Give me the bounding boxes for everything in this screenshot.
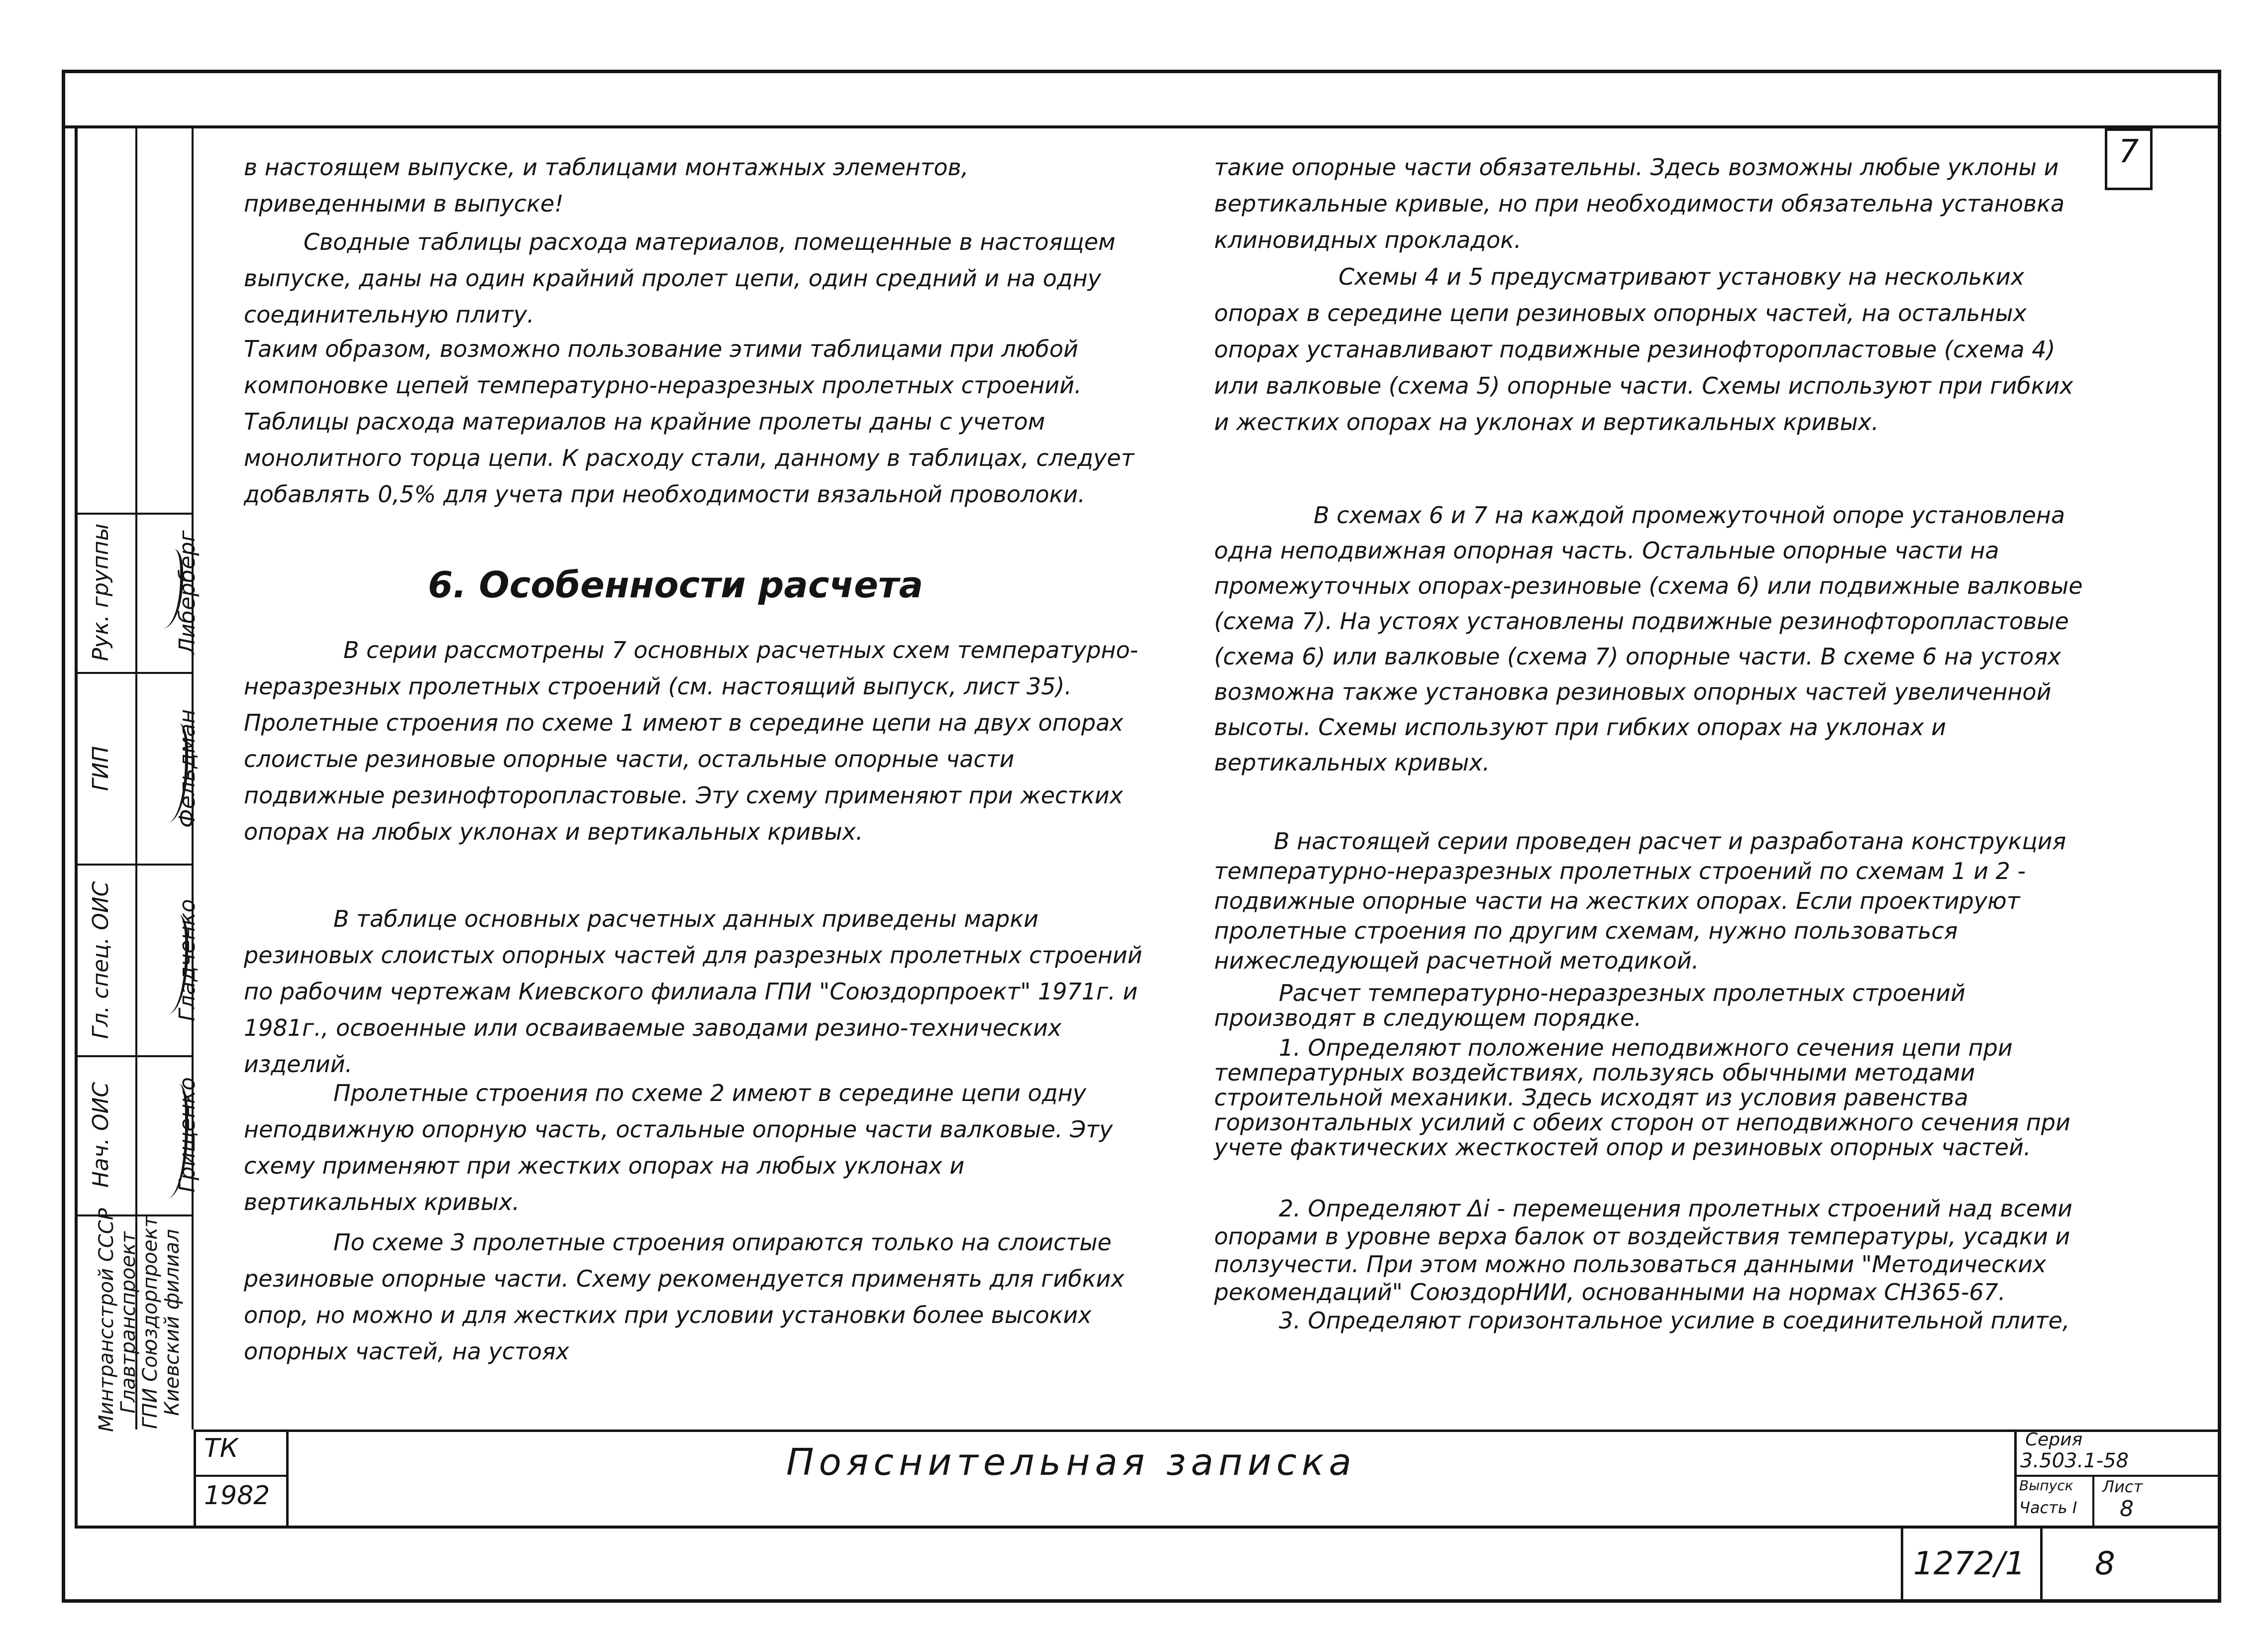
series-value: 3.503.1-58 [2020, 1449, 2129, 1472]
title-year: 1982 [204, 1481, 270, 1511]
left-paragraph-4: В серии рассмотрены 7 основных расчетных схем температурно-неразрезных пролетных строений (см. настоящий выпуск, лист 35). Пролетные строения по схеме 1 имеют в середине цепи на двух опорах слоистые резиновые опорные части, остальные опорные части подвижные резинофторопластовые. Эту схему применяют при жестких опорах на любых уклонах и вертикальных кривых. [244, 637, 1138, 845]
stamp-org-line-4: Киевский филиал [161, 1229, 184, 1416]
bottom-strip-line [75, 1526, 2221, 1529]
left-paragraph-5: В таблице основных расчетных данных приведены марки резиновых слоистых опорных частей для разрезных пролетных строений по рабочим чертежам Киевского филиала ГПИ "Союздорпроект" 1971г. и 1981г., освоенные или осваиваемые заводами резино-технических изделий. [244, 905, 1142, 1078]
stamp-org-line-1: Минтрансстрой СССР [95, 1208, 118, 1432]
title-block-issue-divider [2092, 1475, 2094, 1526]
title-block-code-divider [286, 1429, 289, 1526]
archive-number: 1272/1 [1913, 1545, 2026, 1582]
stamp-name-feldman: Фельдман [175, 709, 200, 828]
left-paragraph-6: Пролетные строения по схеме 2 имеют в середине цепи одну неподвижную опорную часть, остальные опорные части валковые. Эту схему применяют при жестких опорах на любых уклонах и вертикальных кривых. [244, 1080, 1113, 1215]
top-strip-line [62, 125, 2221, 128]
left-paragraph-7: По схеме 3 пролетные строения опираются только на слоистые резиновые опорные части. Схему рекомендуется применять для гибких опор, но можно и для жестких при условии установки более высоких опорных частей, на устоях [244, 1229, 1125, 1365]
issue-label: Выпуск [2019, 1477, 2073, 1494]
sheet-value: 8 [2120, 1496, 2134, 1522]
document-title: Пояснительная записка [786, 1441, 1356, 1484]
left-paragraph-3: Таким образом, возможно пользование этими таблицами при любой компоновке цепей температурно-неразрезных пролетных строений. Таблицы расхода материалов на крайние пролеты даны с учетом монолитного торца цепи. К расходу стали, данному в таблицах, следует добавлять 0,5% для учета при необходимости вязальной проволоки. [244, 335, 1134, 508]
stamp-role-gl-spec: Гл. спец. ОИС [88, 881, 113, 1039]
title-block-top-line [194, 1429, 2221, 1432]
stamp-divider-2 [75, 864, 194, 866]
right-paragraph-5: Расчет температурно-неразрезных пролетных строений производят в следующем порядке. [1214, 980, 1965, 1031]
right-paragraph-7: 2. Определяют Δi - перемещения пролетных строений над всеми опорами в уровне верха балок от воздействия температуры, усадки и ползучести. При этом можно пользоваться данными "Методических рекомендаций" СоюздорНИИ, основанными на нормах СН365-67. [1214, 1195, 2072, 1306]
title-block-series-hline [2014, 1475, 2221, 1477]
corner-sheet-number: 7 [2118, 133, 2139, 170]
sheet-label: Лист [2102, 1477, 2143, 1496]
stamp-role-nach-ois: Нач. ОИС [88, 1082, 113, 1188]
right-paragraph-8: 3. Определяют горизонтальное усилие в соединительной плите, [1279, 1307, 2070, 1334]
stamp-role-gip: ГИП [88, 746, 113, 791]
footer-divider-1 [1901, 1529, 1903, 1603]
right-paragraph-2: Схемы 4 и 5 предусматривают установку на нескольких опорах в середине цепи резиновых опорных частей, на остальных опорах устанавливают подвижные резинофторопластовые (схема 4) или валковые (схема 5) опорные части. Схемы используют при гибких и жестких опорах на уклонах и вертикальных кривых. [1214, 263, 2073, 436]
footer-page-number: 8 [2095, 1545, 2115, 1582]
stamp-name-liberberg: Либерберг [175, 530, 200, 655]
section-heading: 6. Особенности расчета [428, 564, 924, 606]
stamp-role-ruk-gruppy: Рук. группы [88, 523, 113, 661]
title-block-code-hline [194, 1475, 288, 1477]
right-paragraph-6: 1. Определяют положение неподвижного сечения цепи при температурных воздействиях, пользуясь обычными методами строительной механики. Здесь исходят из условия равенства горизонтальных усилий с обеих сторон от неподвижного сечения при учете фактических жесткостей опор и резиновых опорных частей. [1214, 1034, 2070, 1161]
title-block-series-divider [2014, 1429, 2017, 1526]
stamp-name-grishchenko: Грищенко [175, 1077, 200, 1193]
title-block-left-line [194, 1429, 196, 1526]
stamp-org-line-2: Главтранспроект [117, 1231, 140, 1414]
right-paragraph-3: В схемах 6 и 7 на каждой промежуточной опоре установлена одна неподвижная опорная часть. Остальные опорные части на промежуточных опорах-резиновые (схема 6) или подвижные валковые (схема 7). На устоях установлены подвижные резинофторопластовые (схема 6) или валковые (схема 7) опорные части. В схеме 6 на устоях возможна также установка резиновых опорных частей увеличенной высоты. Схемы используют при гибких опорах на уклонах и вертикальных кривых. [1214, 502, 2083, 776]
right-paragraph-4: В настоящей серии проведен расчет и разработана конструкция температурно-неразрезных пролетных строений по схемам 1 и 2 - подвижные опорные части на жестких опорах. Если проектируют пролетные строения по другим схемам, нужно пользоваться нижеследующей расчетной методикой. [1214, 828, 2066, 974]
footer-divider-2 [2040, 1529, 2043, 1603]
left-paragraph-2: Сводные таблицы расхода материалов, помещенные в настоящем выпуске, даны на один крайний пролет цепи, один средний и на одну соединительную плиту. [244, 228, 1116, 328]
issue-value: Часть I [2019, 1498, 2077, 1517]
left-paragraph-1: в настоящем выпуске, и таблицами монтажных элементов, приведенными в выпуске! [244, 154, 969, 217]
inner-left-border [75, 125, 78, 1529]
stamp-name-gladchenko: Гладченко [175, 899, 200, 1021]
title-code: ТК [204, 1433, 238, 1463]
series-label: Серия [2025, 1429, 2083, 1450]
right-paragraph-1: такие опорные части обязательны. Здесь возможны любые уклоны и вертикальные кривые, но при необходимости обязательна установка клиновидных прокладок. [1214, 154, 2065, 253]
stamp-org-line-3: ГПИ Союздорпроект [139, 1216, 162, 1429]
